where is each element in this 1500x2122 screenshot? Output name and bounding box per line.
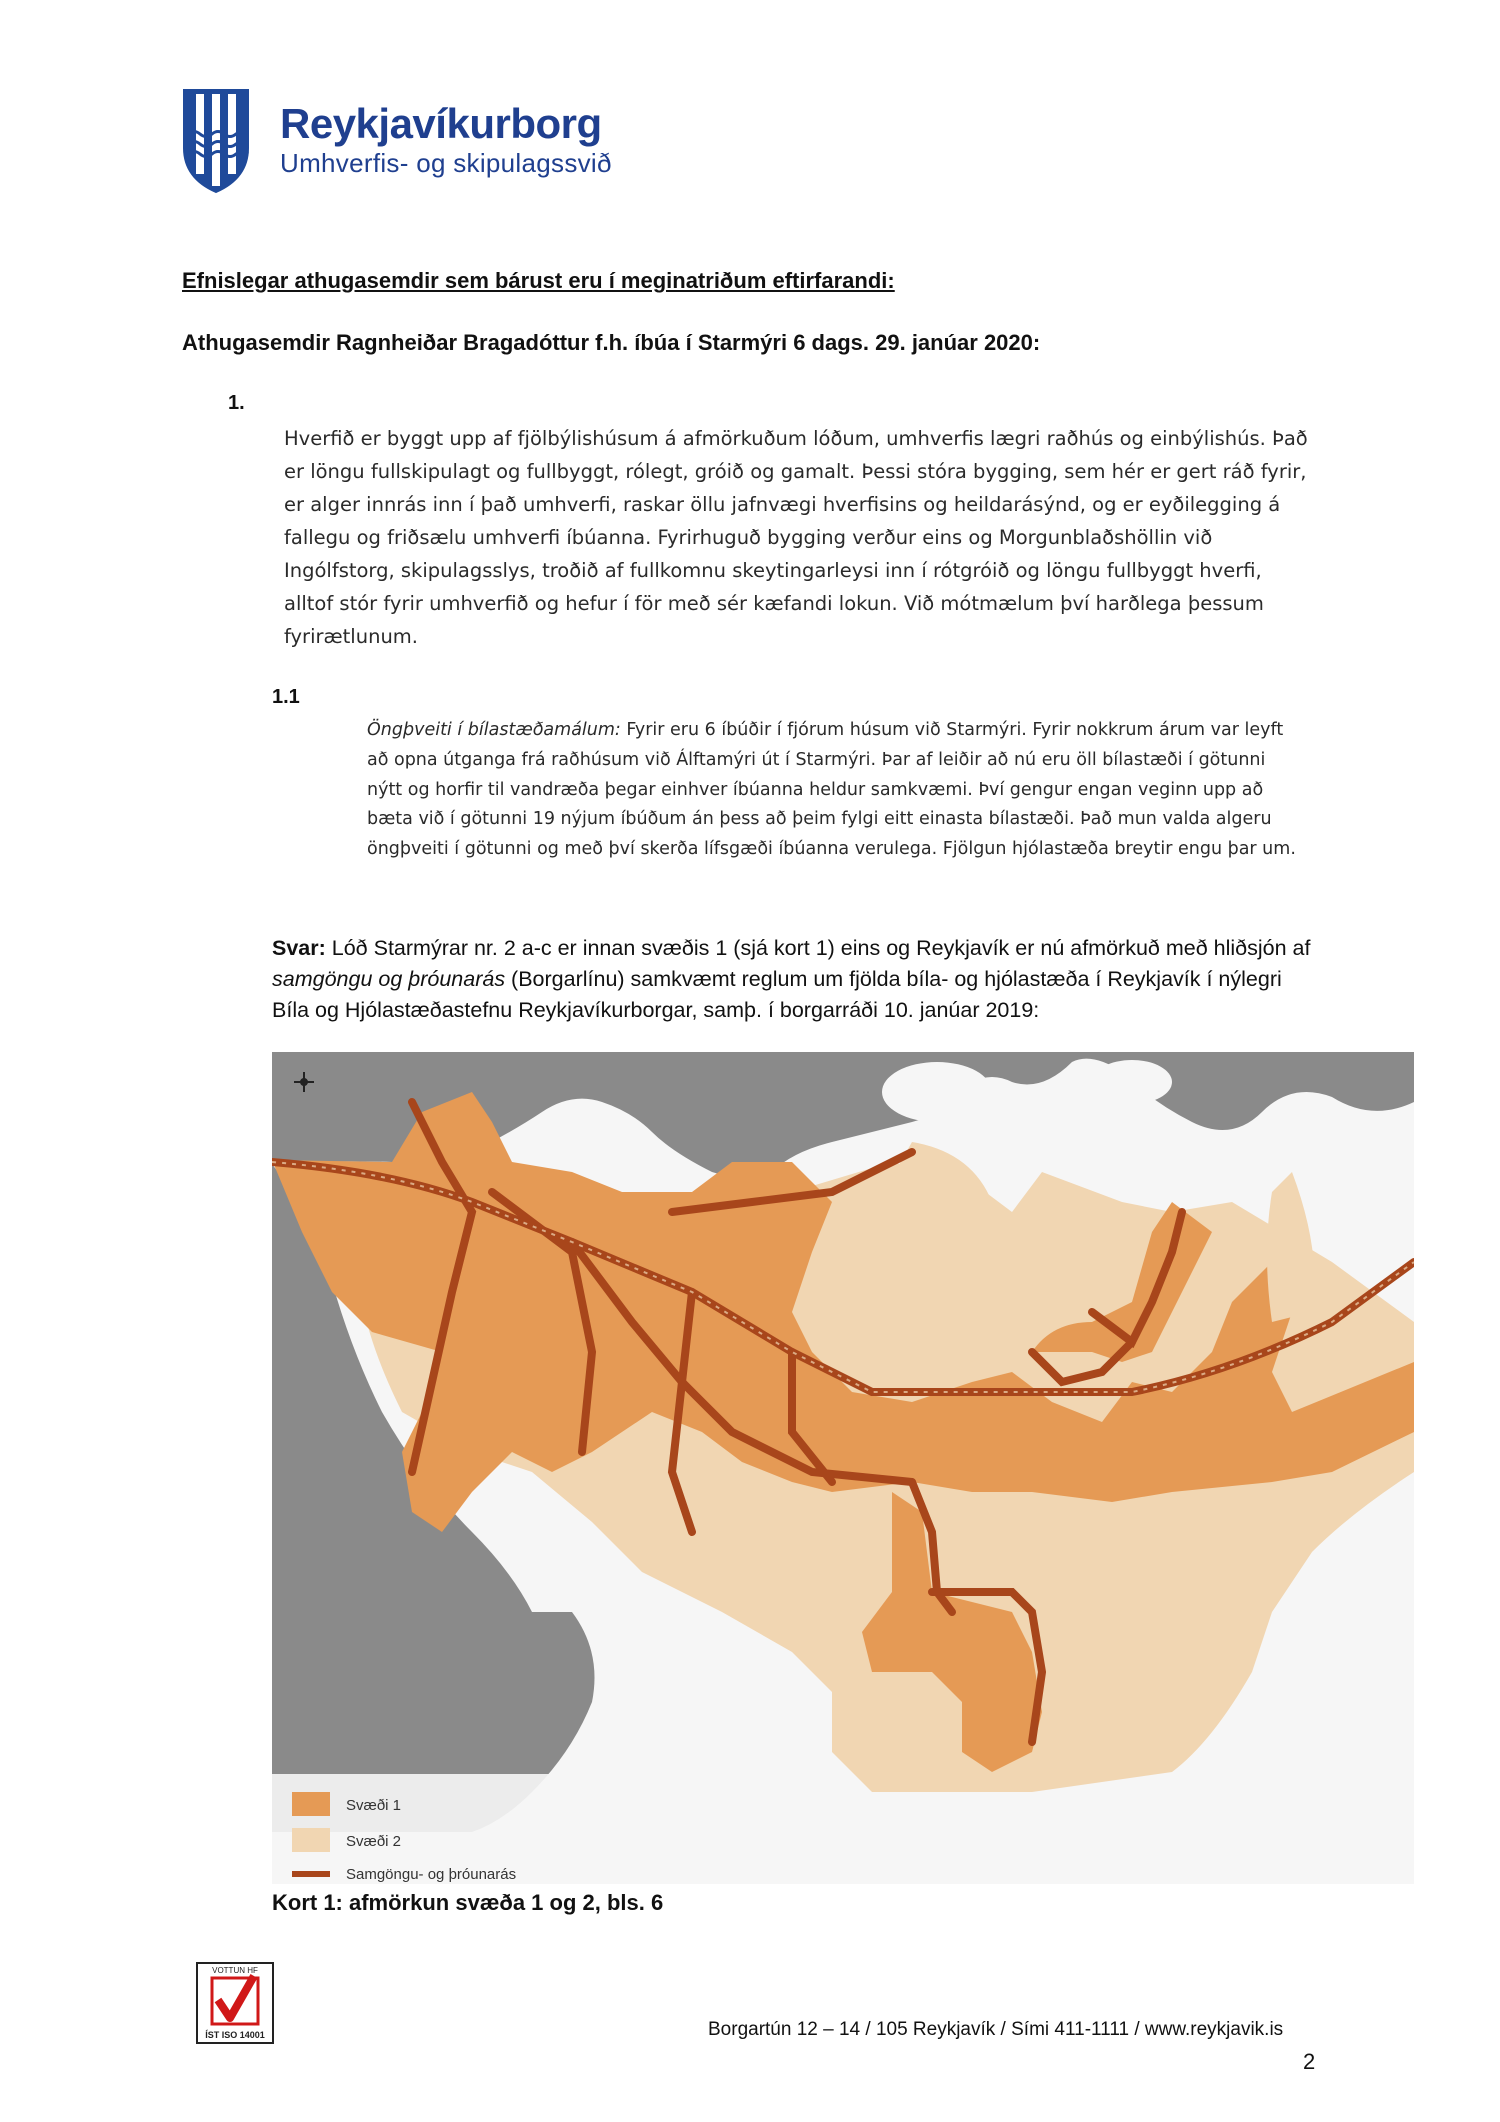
answer-paragraph	[272, 933, 1312, 1026]
item-1-1-label: Öngþveiti í bílastæðamálum:	[367, 720, 621, 740]
zone-map	[272, 1052, 1414, 1884]
section-heading: Efnislegar athugasemdir sem bárust eru í meginatriðum eftirfarandi:	[182, 268, 895, 293]
answer-text-b: (Borgarlínu) samkvæmt reglum um fjölda bíla- og hjólastæða í Reykjavík í nýlegri Bíla og Hjólastæðastefnu Reykjavíkurborgar, samþ. í borgarráði 10. janúar 2019:	[272, 967, 1282, 1022]
answer-label: Svar:	[272, 936, 326, 960]
item-1-1-text	[367, 716, 1302, 865]
department-name: Umhverfis- og skipulagssvið	[280, 148, 612, 178]
legend-swatch-zone2	[292, 1828, 330, 1852]
item-number: 1.	[228, 392, 245, 414]
item-1-1-body: Fyrir eru 6 íbúðir í fjórum húsum við Starmýri. Fyrir nokkrum árum var leyft að opna útganga frá raðhúsum við Álftamýri út í Starmýri. Þar af leiðir að nú eru öll bílastæði í götunni nýtt og horfir til vandræða þegar einhver íbúanna heldur samkvæmi. Því gengur engan veginn upp að bæta við í götunni 19 nýjum íbúðum án þess að þeim fylgi eitt einasta bílastæði. Það mun valda algeru öngþveiti í götunni og með því skerða lífsgæði íbúanna verulega. Fjölgun hjólastæða breytir engu þar um.	[367, 720, 1296, 860]
answer-text-a: Lóð Starmýrar nr. 2 a-c er innan svæðis 1 (sjá kort 1) eins og Reykjavík er nú afmörkuð með hliðsjón af	[325, 936, 1311, 960]
svg-text:VOTTUN HF: VOTTUN HF	[212, 1966, 258, 1975]
footer-address: Borgartún 12 – 14 / 105 Reykjavík / Sími 411-1111 / www.reykjavik.is	[708, 2019, 1284, 2040]
subitem-number: 1.1	[272, 686, 300, 708]
legend-axis-label: Samgöngu- og þróunarás	[346, 1866, 517, 1883]
legend-swatch-zone1	[292, 1792, 330, 1816]
answer-italic: samgöngu og þróunarás	[272, 967, 506, 991]
map-caption: Kort 1: afmörkun svæða 1 og 2, bls. 6	[272, 1890, 664, 1915]
svg-text:ÍST ISO 14001: ÍST ISO 14001	[205, 2030, 265, 2040]
legend-zone2-label: Svæði 2	[346, 1833, 402, 1850]
item-1-text: Hverfið er byggt upp af fjölbýlishúsum á afmörkuðum lóðum, umhverfis lægri raðhús og einbýlishús. Það er löngu fullskipulagt og fullbyggt, rólegt, gróið og gamalt. Þessi stóra bygging, sem hér er gert ráð fyrir, er alger innrás inn í það umhverfi, raskar öllu jafnvægi hverfisins og heildarásýnd, og er eyðilegging á fallegu og friðsælu umhverfi íbúanna. Fyrirhuguð bygging verður eins og Morgunblaðshöllin við Ingólfstorg, skipulagsslys, troðið af fullkomnu skeytingarleysi inn í rótgróið og löngu fullbyggt hverfi, alltof stór fyrir umhverfið og hefur í för með sér kæfandi lokun. Við mótmælum því harðlega þessum fyrirætlunum.	[284, 427, 1308, 648]
coat-of-arms-logo	[182, 88, 250, 194]
org-name: Reykjavíkurborg	[280, 100, 602, 147]
page-number: 2	[1303, 2049, 1316, 2074]
iso-certification-logo	[196, 1962, 274, 2044]
comment-heading: Athugasemdir Ragnheiðar Bragadóttur f.h. íbúa í Starmýri 6 dags. 29. janúar 2020:	[182, 330, 1041, 355]
legend-zone1-label: Svæði 1	[346, 1797, 402, 1814]
